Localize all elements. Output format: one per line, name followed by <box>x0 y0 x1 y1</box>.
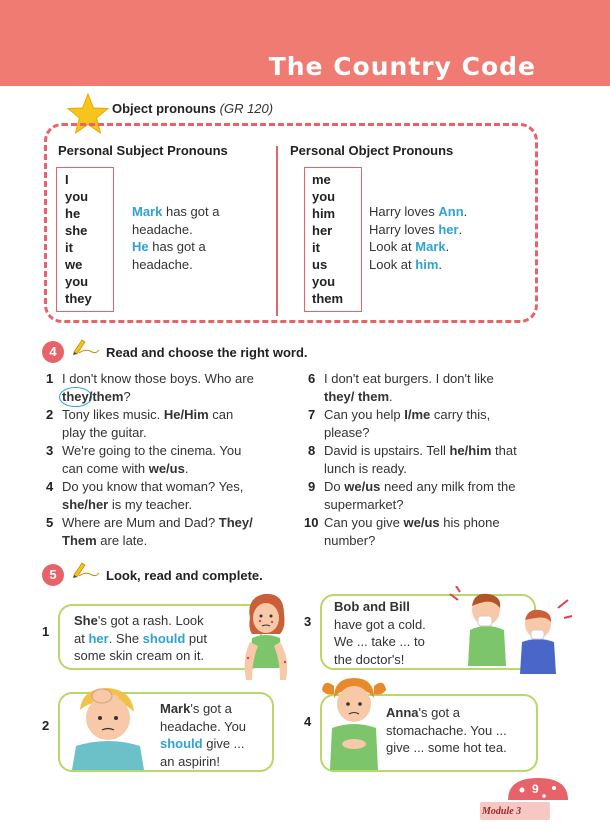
module-label: Module 3 <box>482 806 522 817</box>
subject-pronoun-list: I you he she it we you they <box>65 172 92 306</box>
item-1: I don't know those boys. Who are they/them? <box>62 370 254 406</box>
item-number: 5 <box>46 515 54 530</box>
subject-heading: Personal Subject Pronouns <box>58 143 228 158</box>
exercise-4-badge: 4 <box>42 341 64 363</box>
item-number: 4 <box>46 479 54 494</box>
bubble-number: 1 <box>42 624 50 639</box>
page-number: 9 <box>532 782 539 796</box>
bubble-1-text: She's got a rash. Look at her. She should put some skin cream on it. <box>74 613 207 663</box>
exercise-5-badge: 5 <box>42 564 64 586</box>
column-divider <box>276 146 278 316</box>
bubble-number: 4 <box>304 714 312 729</box>
item-8: David is upstairs. Tell he/him that lunch is ready. <box>324 443 517 476</box>
exercise-5-instruction: Look, read and complete. <box>106 568 263 583</box>
item-4: Do you know that woman? Yes, she/her is my teacher. <box>62 479 244 512</box>
girl-rash-illustration <box>236 588 294 692</box>
pencil-icon <box>70 338 100 356</box>
subject-examples: Mark has got a headache. He has got a headache. <box>132 204 220 272</box>
item-number: 6 <box>308 371 316 386</box>
item-7: Can you help I/me carry this, please? <box>324 407 491 440</box>
object-heading: Personal Object Pronouns <box>290 143 454 158</box>
boy-headache-illustration <box>62 684 154 770</box>
exercise-4-instruction: Read and choose the right word. <box>106 345 308 360</box>
item-2: Tony likes music. He/Him can play the guitar. <box>62 407 234 440</box>
item-number: 8 <box>308 443 316 458</box>
item-number: 7 <box>308 407 316 422</box>
bubble-3-text: Bob and Bill have got a cold. We ... take ... to the doctor's! <box>334 599 426 667</box>
object-examples: Harry loves Ann. Harry loves her. Look at Mark. Look at him. <box>369 204 468 272</box>
item-number: 10 <box>304 515 319 530</box>
item-9: Do we/us need any milk from the supermarket? <box>324 479 516 512</box>
pencil-icon <box>70 561 100 579</box>
item-number: 3 <box>46 443 54 458</box>
item-number: 2 <box>46 407 54 422</box>
bubble-4-text: Anna's got a stomachache. You ... give ... some hot tea. <box>386 705 507 755</box>
bubble-number: 2 <box>42 718 50 733</box>
bubble-2-text: Mark's got a headache. You should give ... an aspirin! <box>160 701 247 769</box>
boys-cold-illustration <box>448 586 574 676</box>
item-10: Can you give we/us his phone number? <box>324 515 500 548</box>
answer-circle: they <box>59 387 92 407</box>
item-number: 9 <box>308 479 316 494</box>
bubble-number: 3 <box>304 614 312 629</box>
page-title: The Country Code <box>268 52 536 81</box>
item-3: We're going to the cinema. You can come with we/us. <box>62 443 242 476</box>
grammar-title: Object pronouns (GR 120) <box>112 101 274 116</box>
girl-stomachache-illustration <box>318 670 390 770</box>
item-5: Where are Mum and Dad? They/ Them are late. <box>62 515 253 548</box>
object-pronoun-list: me you him her it us you them <box>312 172 344 306</box>
item-number: 1 <box>46 371 54 386</box>
item-6: I don't eat burgers. I don't like they/ them. <box>324 371 494 404</box>
